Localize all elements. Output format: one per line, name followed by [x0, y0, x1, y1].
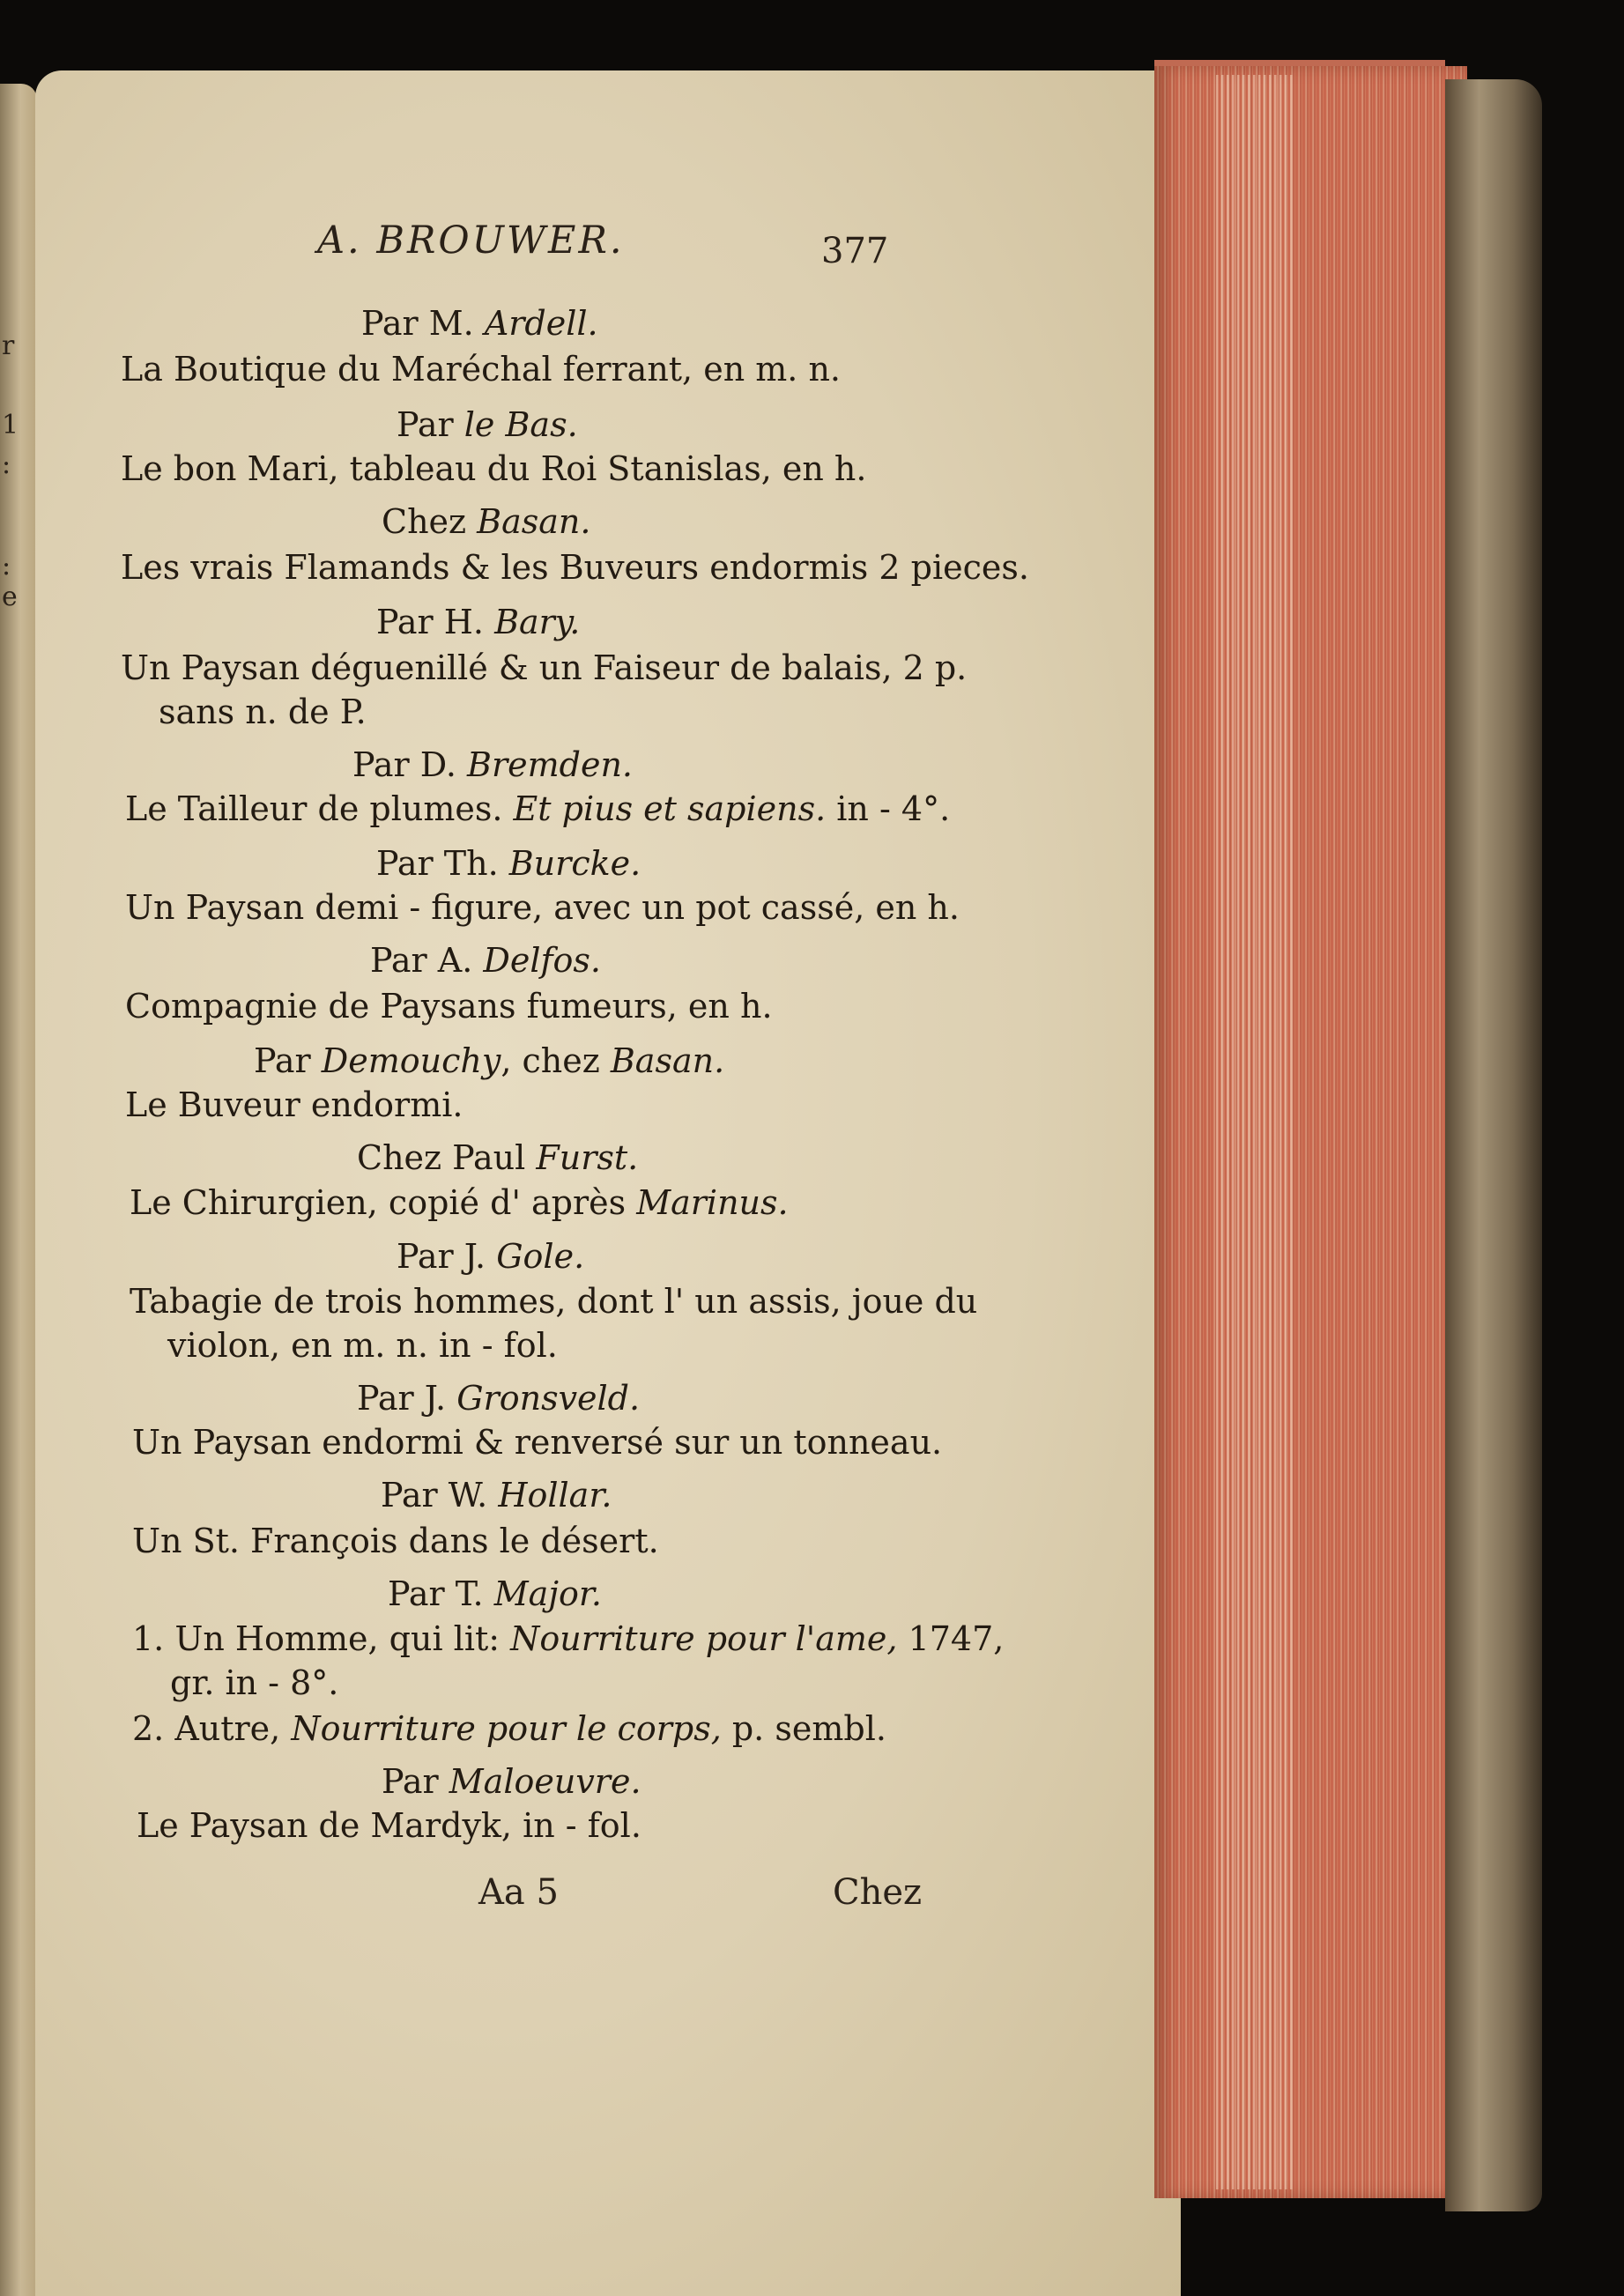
- entry-line: Un St. François dans le désert.: [132, 1522, 659, 1560]
- entry-line: La Boutique du Maréchal ferrant, en m. n.: [121, 350, 841, 389]
- entry-line: violon, en m. n. in - fol.: [167, 1326, 558, 1365]
- facing-page-fragment: :: [2, 551, 11, 581]
- entry-heading: Par H. Bary.: [376, 603, 581, 641]
- entry-line: Un Paysan demi - figure, avec un pot cassé, en h.: [125, 888, 960, 927]
- entry-line: Le Paysan de Mardyk, in - fol.: [137, 1806, 641, 1845]
- entry-line: Le Chirurgien, copié d' après Marinus.: [130, 1183, 789, 1222]
- page-fore-edge: [1154, 66, 1467, 2198]
- book-cover-edge: [1445, 79, 1542, 2211]
- entry-heading: Chez Basan.: [382, 502, 591, 541]
- catchword: Chez: [833, 1872, 923, 1913]
- entry-heading: Par Th. Burcke.: [376, 844, 641, 883]
- entry-line: Un Paysan endormi & renversé sur un tonneau.: [132, 1423, 943, 1462]
- entry-line: Les vrais Flamands & les Buveurs endormis 2 pieces.: [121, 548, 1029, 587]
- entry-heading: Par D. Bremden.: [352, 745, 634, 784]
- entry-line: Compagnie de Paysans fumeurs, en h.: [125, 987, 773, 1026]
- entry-heading: Par M. Ardell.: [361, 304, 598, 343]
- entry-heading: Par J. Gole.: [397, 1237, 585, 1276]
- facing-page-fragment: 1: [2, 410, 19, 441]
- entry-heading: Par W. Hollar.: [381, 1476, 612, 1515]
- facing-page-fragment: :: [2, 449, 11, 480]
- entry-line: Le bon Mari, tableau du Roi Stanislas, en h.: [121, 449, 867, 488]
- entry-heading: Par le Bas.: [397, 405, 578, 444]
- entry-heading: Par Maloeuvre.: [382, 1762, 641, 1801]
- entry-line: 2. Autre, Nourriture pour le corps, p. sembl.: [132, 1709, 886, 1748]
- facing-page-fragment: r: [2, 330, 15, 361]
- page-fore-edge-highlight: [1216, 75, 1295, 2189]
- entry-heading: Par T. Major.: [388, 1574, 602, 1613]
- entry-line: gr. in - 8°.: [170, 1663, 339, 1702]
- entry-heading: Par Demouchy, chez Basan.: [254, 1041, 725, 1080]
- entry-line: Le Tailleur de plumes. Et pius et sapiens. in - 4°.: [125, 789, 951, 828]
- facing-page-edge: [0, 84, 37, 2296]
- entry-line: Le Buveur endormi.: [125, 1085, 463, 1124]
- entry-line: sans n. de P.: [159, 693, 367, 731]
- entry-line: Tabagie de trois hommes, dont l' un assis, joue du: [130, 1282, 978, 1321]
- entry-heading: Chez Paul Furst.: [357, 1138, 639, 1177]
- facing-page-fragment: e: [2, 581, 18, 612]
- signature-mark: Aa 5: [478, 1872, 559, 1913]
- entry-line: 1. Un Homme, qui lit: Nourriture pour l'ame, 1747,: [132, 1619, 1005, 1658]
- page-number: 377: [821, 231, 889, 271]
- entry-line: Un Paysan déguenillé & un Faiseur de balais, 2 p.: [121, 648, 968, 687]
- entry-heading: Par J. Gronsveld.: [357, 1379, 641, 1418]
- entry-heading: Par A. Delfos.: [370, 941, 602, 980]
- running-head: A. BROUWER.: [317, 218, 625, 263]
